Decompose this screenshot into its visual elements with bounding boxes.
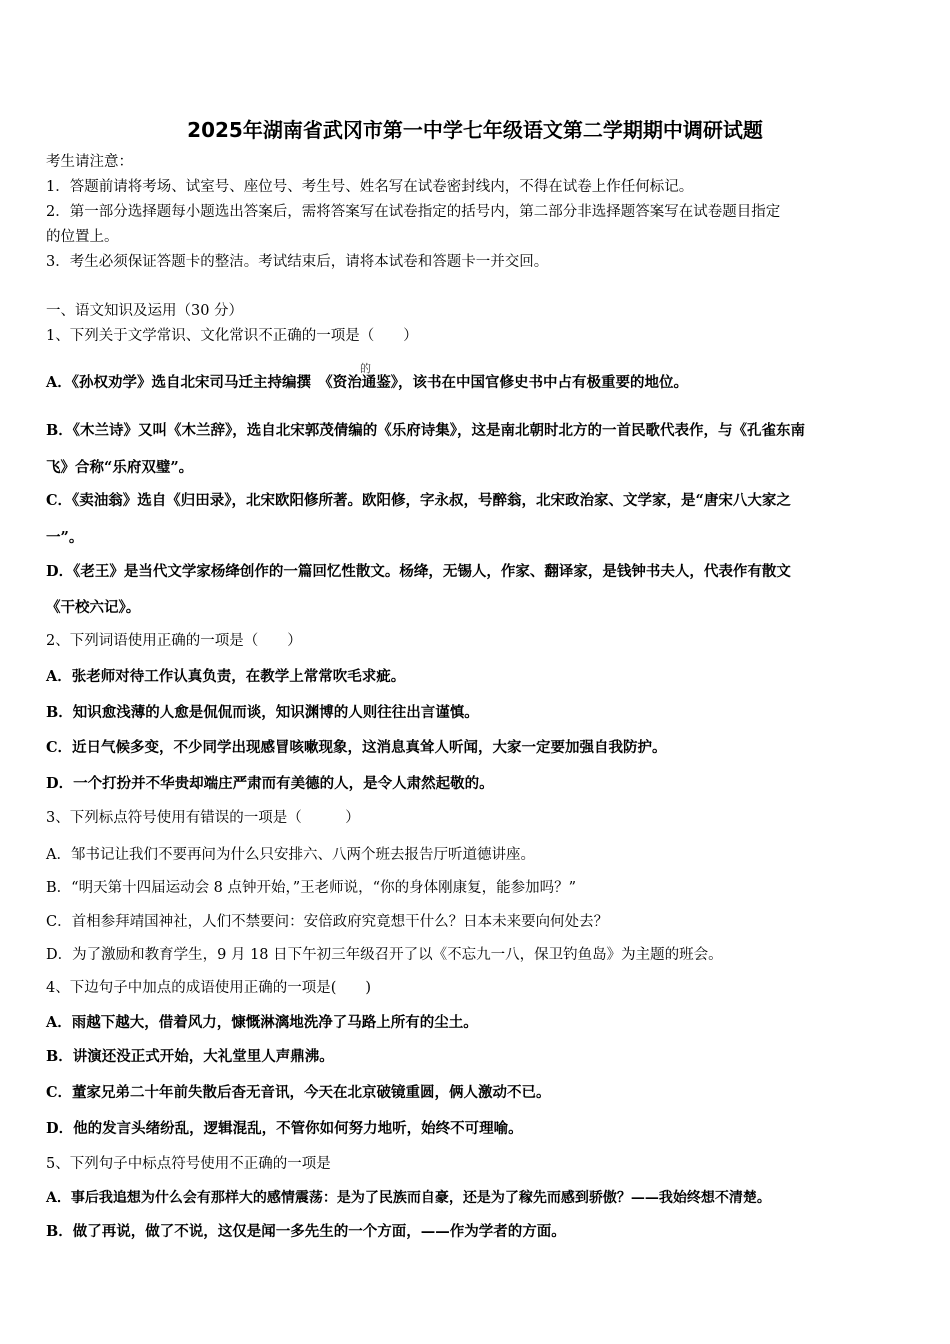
notice-item-1: 1．答题前请将考场、试室号、座位号、考生号、姓名写在试卷密封线内，不得在试卷上作任何标记。 xyxy=(46,179,694,195)
q3-option-a: A．邹书记让我们不要再问为什么只安排六、八两个班去报告厅听道德讲座。 xyxy=(46,847,535,863)
q3-option-c: C．首相参拜靖国神社，人们不禁要问：安倍政府究竟想干什么？日本未来要向何处去？ xyxy=(46,914,609,930)
q5-option-b: B．做了再说，做了不说，这仅是闻一多先生的一个方面，——作为学者的方面。 xyxy=(46,1223,566,1240)
q1-option-b-cont: 飞》合称“乐府双璧”。 xyxy=(46,459,194,476)
q1-superscript: 的 xyxy=(360,362,371,375)
q2-option-a: A．张老师对待工作认真负责，在教学上常常吹毛求疵。 xyxy=(46,668,406,685)
notice-item-3: 3．考生必须保证答题卡的整洁。考试结束后，请将本试卷和答题卡一并交回。 xyxy=(46,254,549,270)
q4-option-a: A．雨越下越大，借着风力，慷慨淋漓地洗净了马路上所有的尘土。 xyxy=(46,1014,478,1031)
q2-option-d: D．一个打扮并不华贵却端庄严肃而有美德的人，是令人肃然起敬的。 xyxy=(46,775,494,792)
q1-option-c: C．《卖油翁》选自《归田录》，北宋欧阳修所著。欧阳修，字永叔，号醉翁，北宋政治家、文学家，是“唐宋八大家之 xyxy=(46,492,791,509)
q1-option-c-cont: 一”。 xyxy=(46,529,84,546)
q1-option-d: D．《老王》是当代文学家杨绛创作的一篇回忆性散文。杨绛，无锡人，作家、翻译家，是钱钟书夫人，代表作有散文 xyxy=(46,563,791,580)
q5-option-a: A．事后我追想为什么会有那样大的感情震荡：是为了民族而自豪，还是为了稼先而感到骄傲？——我始终想不清楚。 xyxy=(46,1190,771,1206)
page-title: 2025年湖南省武冈市第一中学七年级语文第二学期期中调研试题 xyxy=(187,118,763,142)
q3-option-d: D．为了激励和教育学生，9 月 18 日下午初三年级召开了以《不忘九一八，保卫钓鱼岛》为主题的班会。 xyxy=(46,947,723,963)
q2-option-c: C．近日气候多变，不少同学出现感冒咳嗽现象，这消息真耸人听闻，大家一定要加强自我防护。 xyxy=(46,739,667,756)
q1-option-b: B．《木兰诗》又叫《木兰辞》，选自北宋郭茂倩编的《乐府诗集》，这是南北朝时北方的一首民歌代表作，与《孔雀东南 xyxy=(46,422,806,439)
notice-heading: 考生请注意： xyxy=(46,154,133,170)
q2-option-b: B．知识愈浅薄的人愈是侃侃而谈，知识渊博的人则往往出言谨慎。 xyxy=(46,704,479,721)
q1-stem: 1、下列关于文学常识、文化常识不正确的一项是（ ） xyxy=(46,328,418,344)
section-heading: 一、语文知识及运用（30 分） xyxy=(46,303,244,319)
q4-option-d: D．他的发言头绪纷乱，逻辑混乱，不管你如何努力地听，始终不可理喻。 xyxy=(46,1120,523,1137)
q4-option-c: C．董家兄弟二十年前失散后杳无音讯，今天在北京破镜重圆，俩人激动不已。 xyxy=(46,1084,551,1101)
q5-stem: 5、下列句子中标点符号使用不正确的一项是 xyxy=(46,1156,331,1172)
q1-option-a: A．《孙权劝学》选自北宋司马迁主持编撰 《资治通鉴》，该书在中国官修史书中占有极重要的地位。 xyxy=(46,374,688,391)
notice-item-2-cont: 的位置上。 xyxy=(46,229,119,245)
q3-option-b: B．“明天第十四届运动会 8 点钟开始，”王老师说，“你的身体刚康复，能参加吗？” xyxy=(46,880,576,896)
q4-stem: 4、下边句子中加点的成语使用正确的一项是( ) xyxy=(46,980,372,996)
q3-stem: 3、下列标点符号使用有错误的一项是（ ） xyxy=(46,810,360,826)
notice-item-2: 2．第一部分选择题每小题选出答案后，需将答案写在试卷指定的括号内，第二部分非选择题答案写在试卷题目指定 xyxy=(46,204,781,220)
q2-stem: 2、下列词语使用正确的一项是（ ） xyxy=(46,633,302,649)
q4-option-b: B．讲演还没正式开始，大礼堂里人声鼎沸。 xyxy=(46,1048,334,1065)
q1-option-d-cont: 《干校六记》。 xyxy=(46,599,141,616)
